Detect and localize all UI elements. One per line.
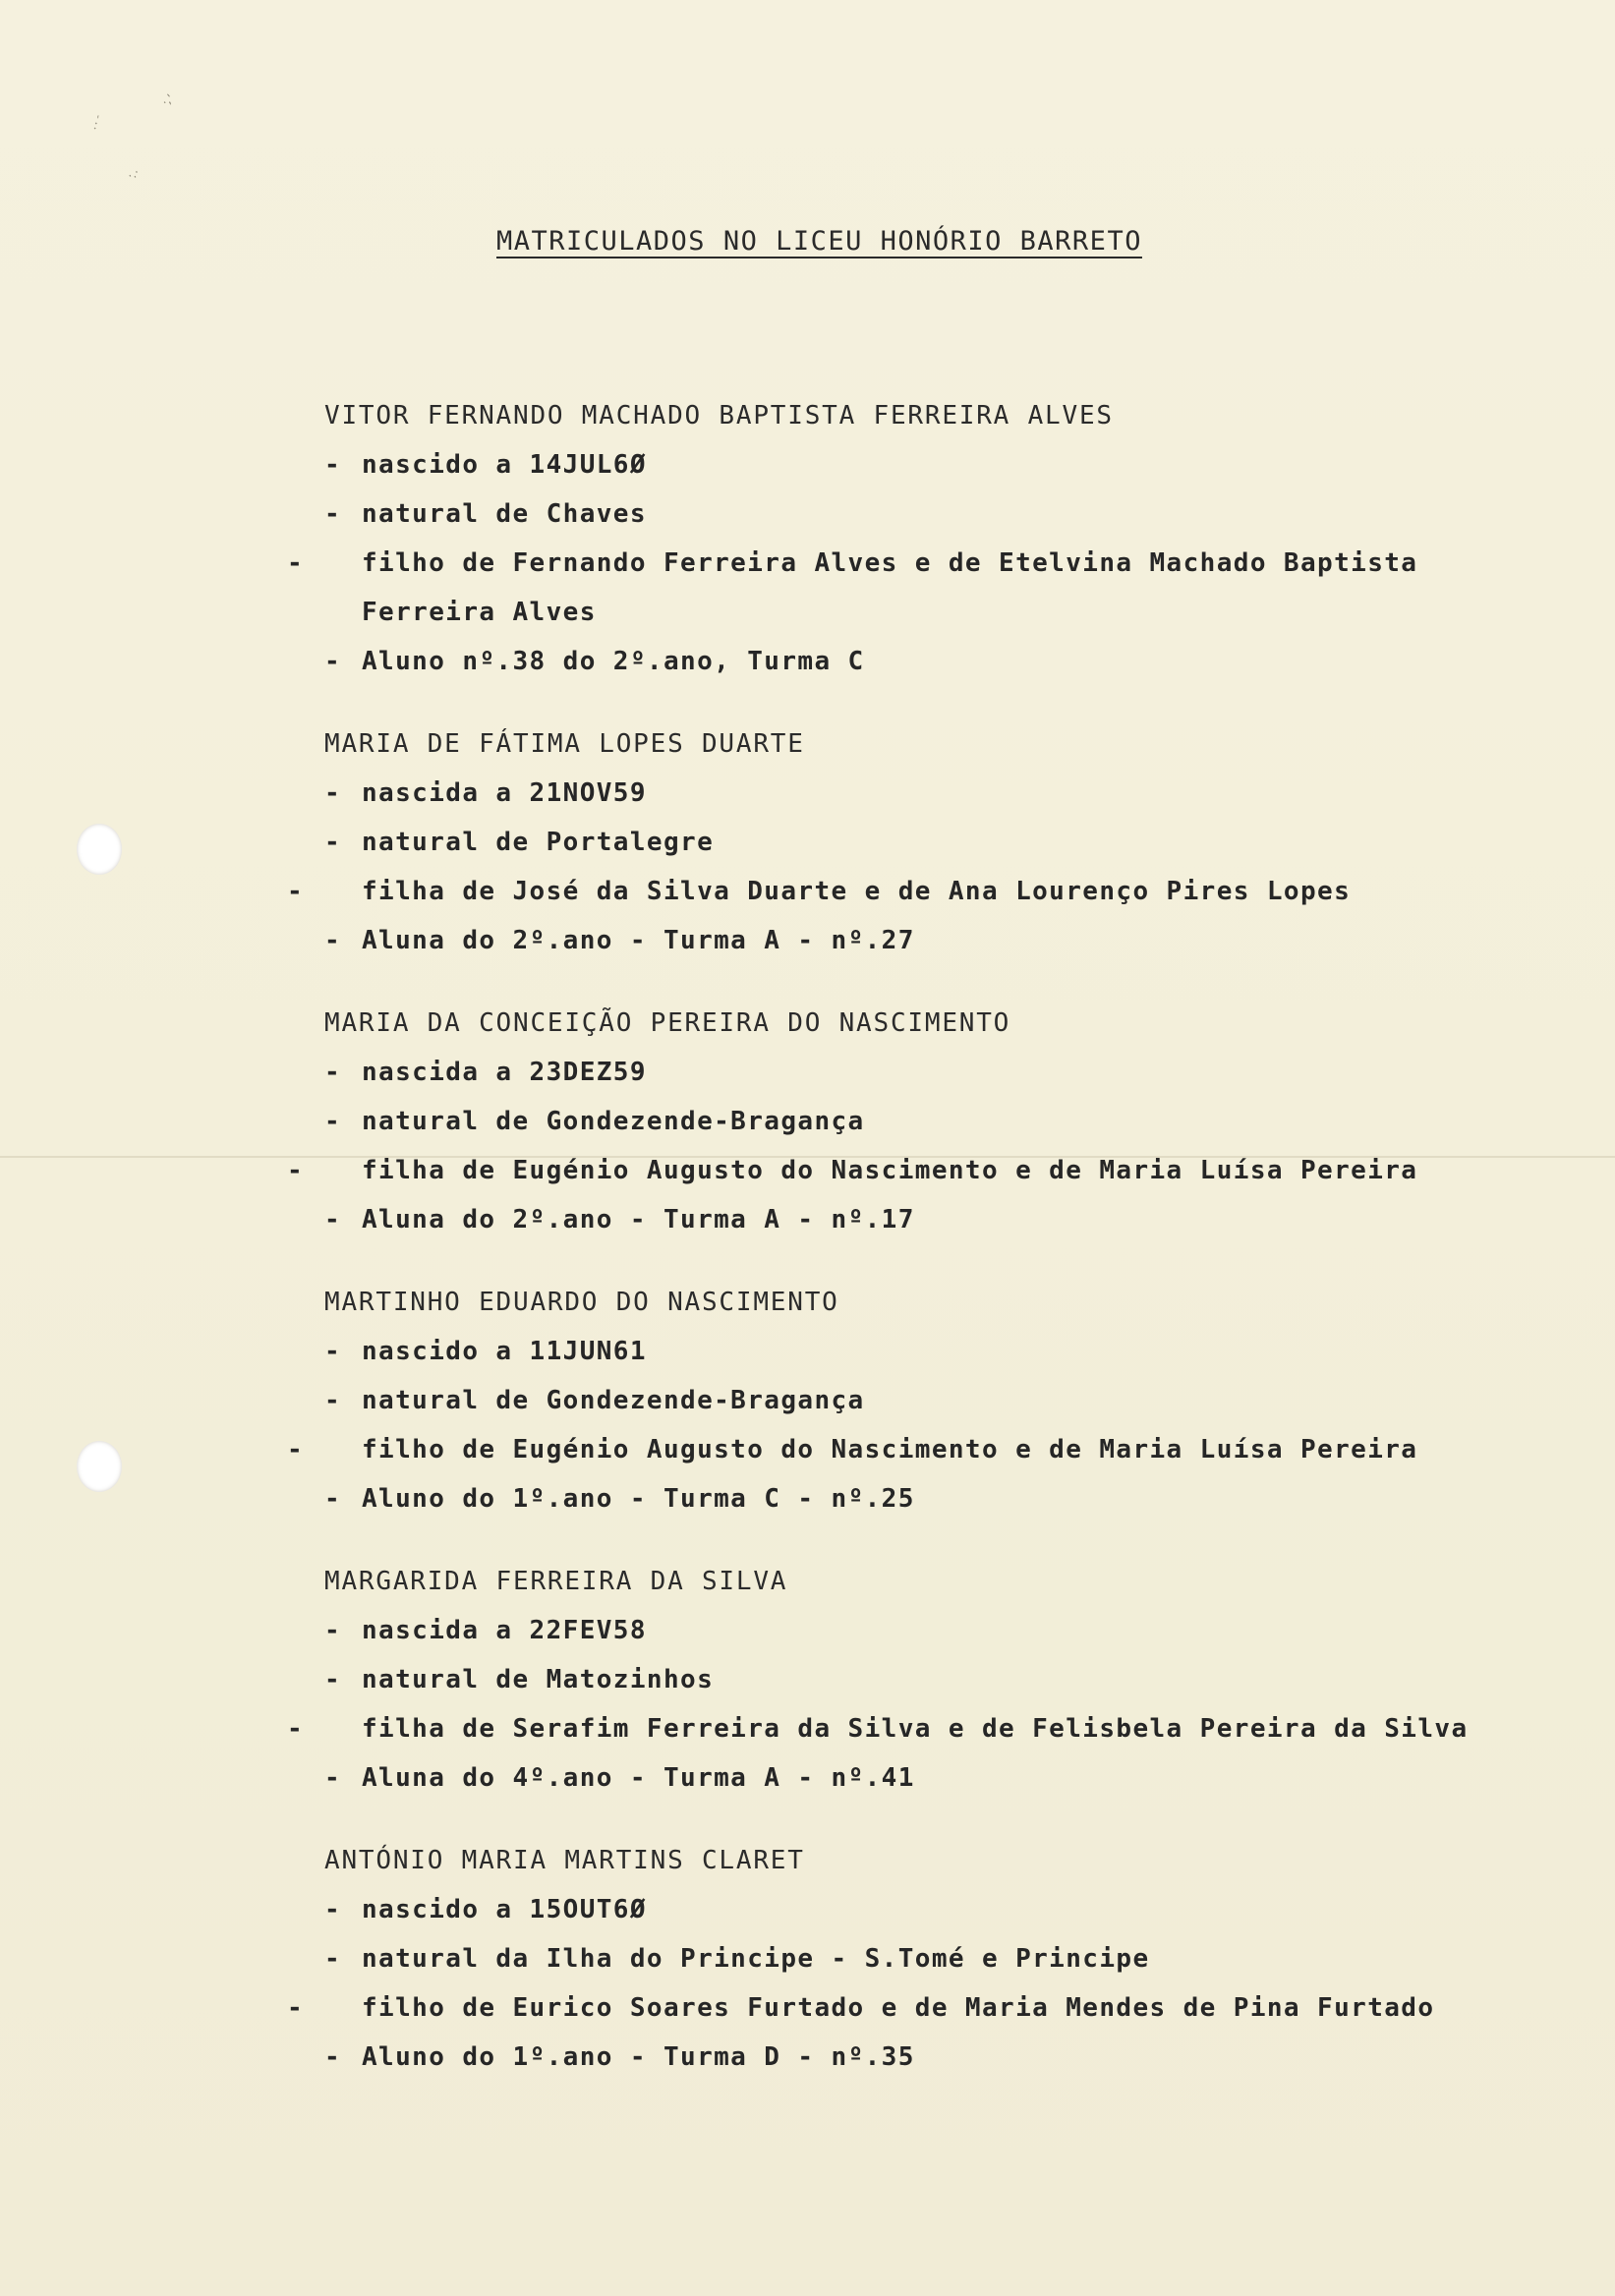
birthplace: - natural de Gondezende-Bragança bbox=[324, 1386, 865, 1415]
student-entry bbox=[287, 719, 1553, 965]
enrollment: - Aluna do 2º.ano - Turma A - nº.27 bbox=[324, 926, 915, 955]
student-entry bbox=[287, 1836, 1553, 2082]
enrollment: - Aluno do 1º.ano - Turma C - nº.25 bbox=[324, 1484, 915, 1514]
punch-hole-top bbox=[77, 824, 122, 875]
enrollment: - Aluno nº.38 do 2º.ano, Turma C bbox=[324, 647, 865, 676]
birthplace: - natural de Portalegre bbox=[324, 828, 715, 857]
parents: - filha de Serafim Ferreira da Silva e de Felisbela Pereira da Silva bbox=[287, 1714, 1469, 1744]
student-name: MARIA DE FÁTIMA LOPES DUARTE bbox=[324, 729, 805, 759]
birth-date: - nascido a 15OUT6Ø bbox=[324, 1895, 647, 1924]
paper-stain: .·´ bbox=[87, 113, 107, 133]
enrollment: - Aluna do 4º.ano - Turma A - nº.41 bbox=[324, 1763, 915, 1793]
birth-date: - nascida a 22FEV58 bbox=[324, 1616, 647, 1645]
birth-date: - nascido a 14JUL6Ø bbox=[324, 450, 647, 480]
enrollment: - Aluno do 1º.ano - Turma D - nº.35 bbox=[324, 2042, 915, 2072]
punch-hole-bottom bbox=[77, 1441, 122, 1492]
parents: - filho de Eugénio Augusto do Nascimento e de Maria Luísa Pereira bbox=[287, 1435, 1418, 1464]
birthplace: - natural de Matozinhos bbox=[324, 1665, 715, 1694]
birth-date: - nascida a 21NOV59 bbox=[324, 778, 647, 808]
birthplace: - natural de Chaves bbox=[324, 499, 647, 529]
student-name: MARIA DA CONCEIÇÃO PEREIRA DO NASCIMENTO bbox=[324, 1008, 1011, 1038]
parents: - filha de José da Silva Duarte e de Ana Lourenço Pires Lopes bbox=[287, 877, 1352, 906]
student-list bbox=[287, 391, 1553, 2082]
birth-date: - nascido a 11JUN61 bbox=[324, 1337, 647, 1366]
student-name: VITOR FERNANDO MACHADO BAPTISTA FERREIRA ALVES bbox=[324, 401, 1114, 430]
student-entry bbox=[287, 1557, 1553, 1803]
student-name: MARTINHO EDUARDO DO NASCIMENTO bbox=[324, 1288, 839, 1317]
birthplace: - natural da Ilha do Principe - S.Tomé e Principe bbox=[324, 1944, 1150, 1974]
enrollment: - Aluna do 2º.ano - Turma A - nº.17 bbox=[324, 1205, 915, 1234]
parents: - filho de Fernando Ferreira Alves e de Etelvina Machado Baptista Ferreira Alves bbox=[287, 548, 1418, 627]
student-entry bbox=[287, 999, 1553, 1244]
student-entry bbox=[287, 1278, 1553, 1523]
student-name: ANTÓNIO MARIA MARTINS CLARET bbox=[324, 1846, 805, 1875]
paper-stain: ·,' bbox=[158, 91, 177, 109]
birthplace: - natural de Gondezende-Bragança bbox=[324, 1107, 865, 1136]
parents: - filha de Eugénio Augusto do Nascimento e de Maria Luísa Pereira bbox=[287, 1156, 1418, 1185]
student-name: MARGARIDA FERREIRA DA SILVA bbox=[324, 1567, 788, 1596]
birth-date: - nascida a 23DEZ59 bbox=[324, 1058, 647, 1087]
parents: - filho de Eurico Soares Furtado e de Maria Mendes de Pina Furtado bbox=[287, 1993, 1435, 2023]
document-title: MATRICULADOS NO LICEU HONÓRIO BARRETO bbox=[496, 226, 1142, 257]
paper-stain: ·.· bbox=[125, 165, 143, 183]
student-entry bbox=[287, 391, 1553, 686]
